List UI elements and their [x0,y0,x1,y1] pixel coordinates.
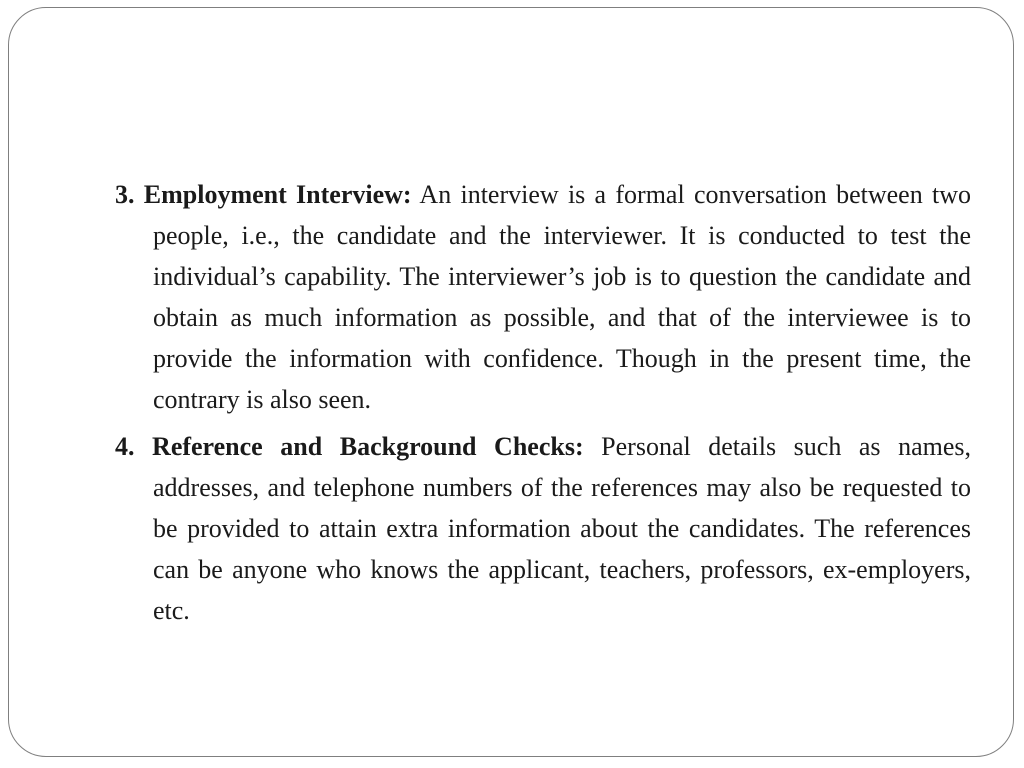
item-description: An interview is a formal conversation between two people, i.e., the candidate and the interviewer. It is conducted to test the individual’s capability. The interviewer’s job is to question the candidate and obtain as much information as possible, and that of the interviewee is to provide the information with confidence. Though in the present time, the contrary is also seen. [153,180,971,414]
list-item-reference-checks [115,426,971,631]
slide [8,7,1014,757]
item-number: 4. [115,432,135,461]
item-term: Employment Interview: [143,180,412,209]
list-item-employment-interview [115,174,971,420]
item-term: Reference and Background Checks: [152,432,584,461]
item-description: Personal details such as names, addresses, and telephone numbers of the references may also be requested to be provided to attain extra information about the candidates. The references can be anyone who knows the applicant, teachers, professors, ex-employers, etc. [153,432,971,625]
slide-content [115,174,971,631]
item-number: 3. [115,180,135,209]
